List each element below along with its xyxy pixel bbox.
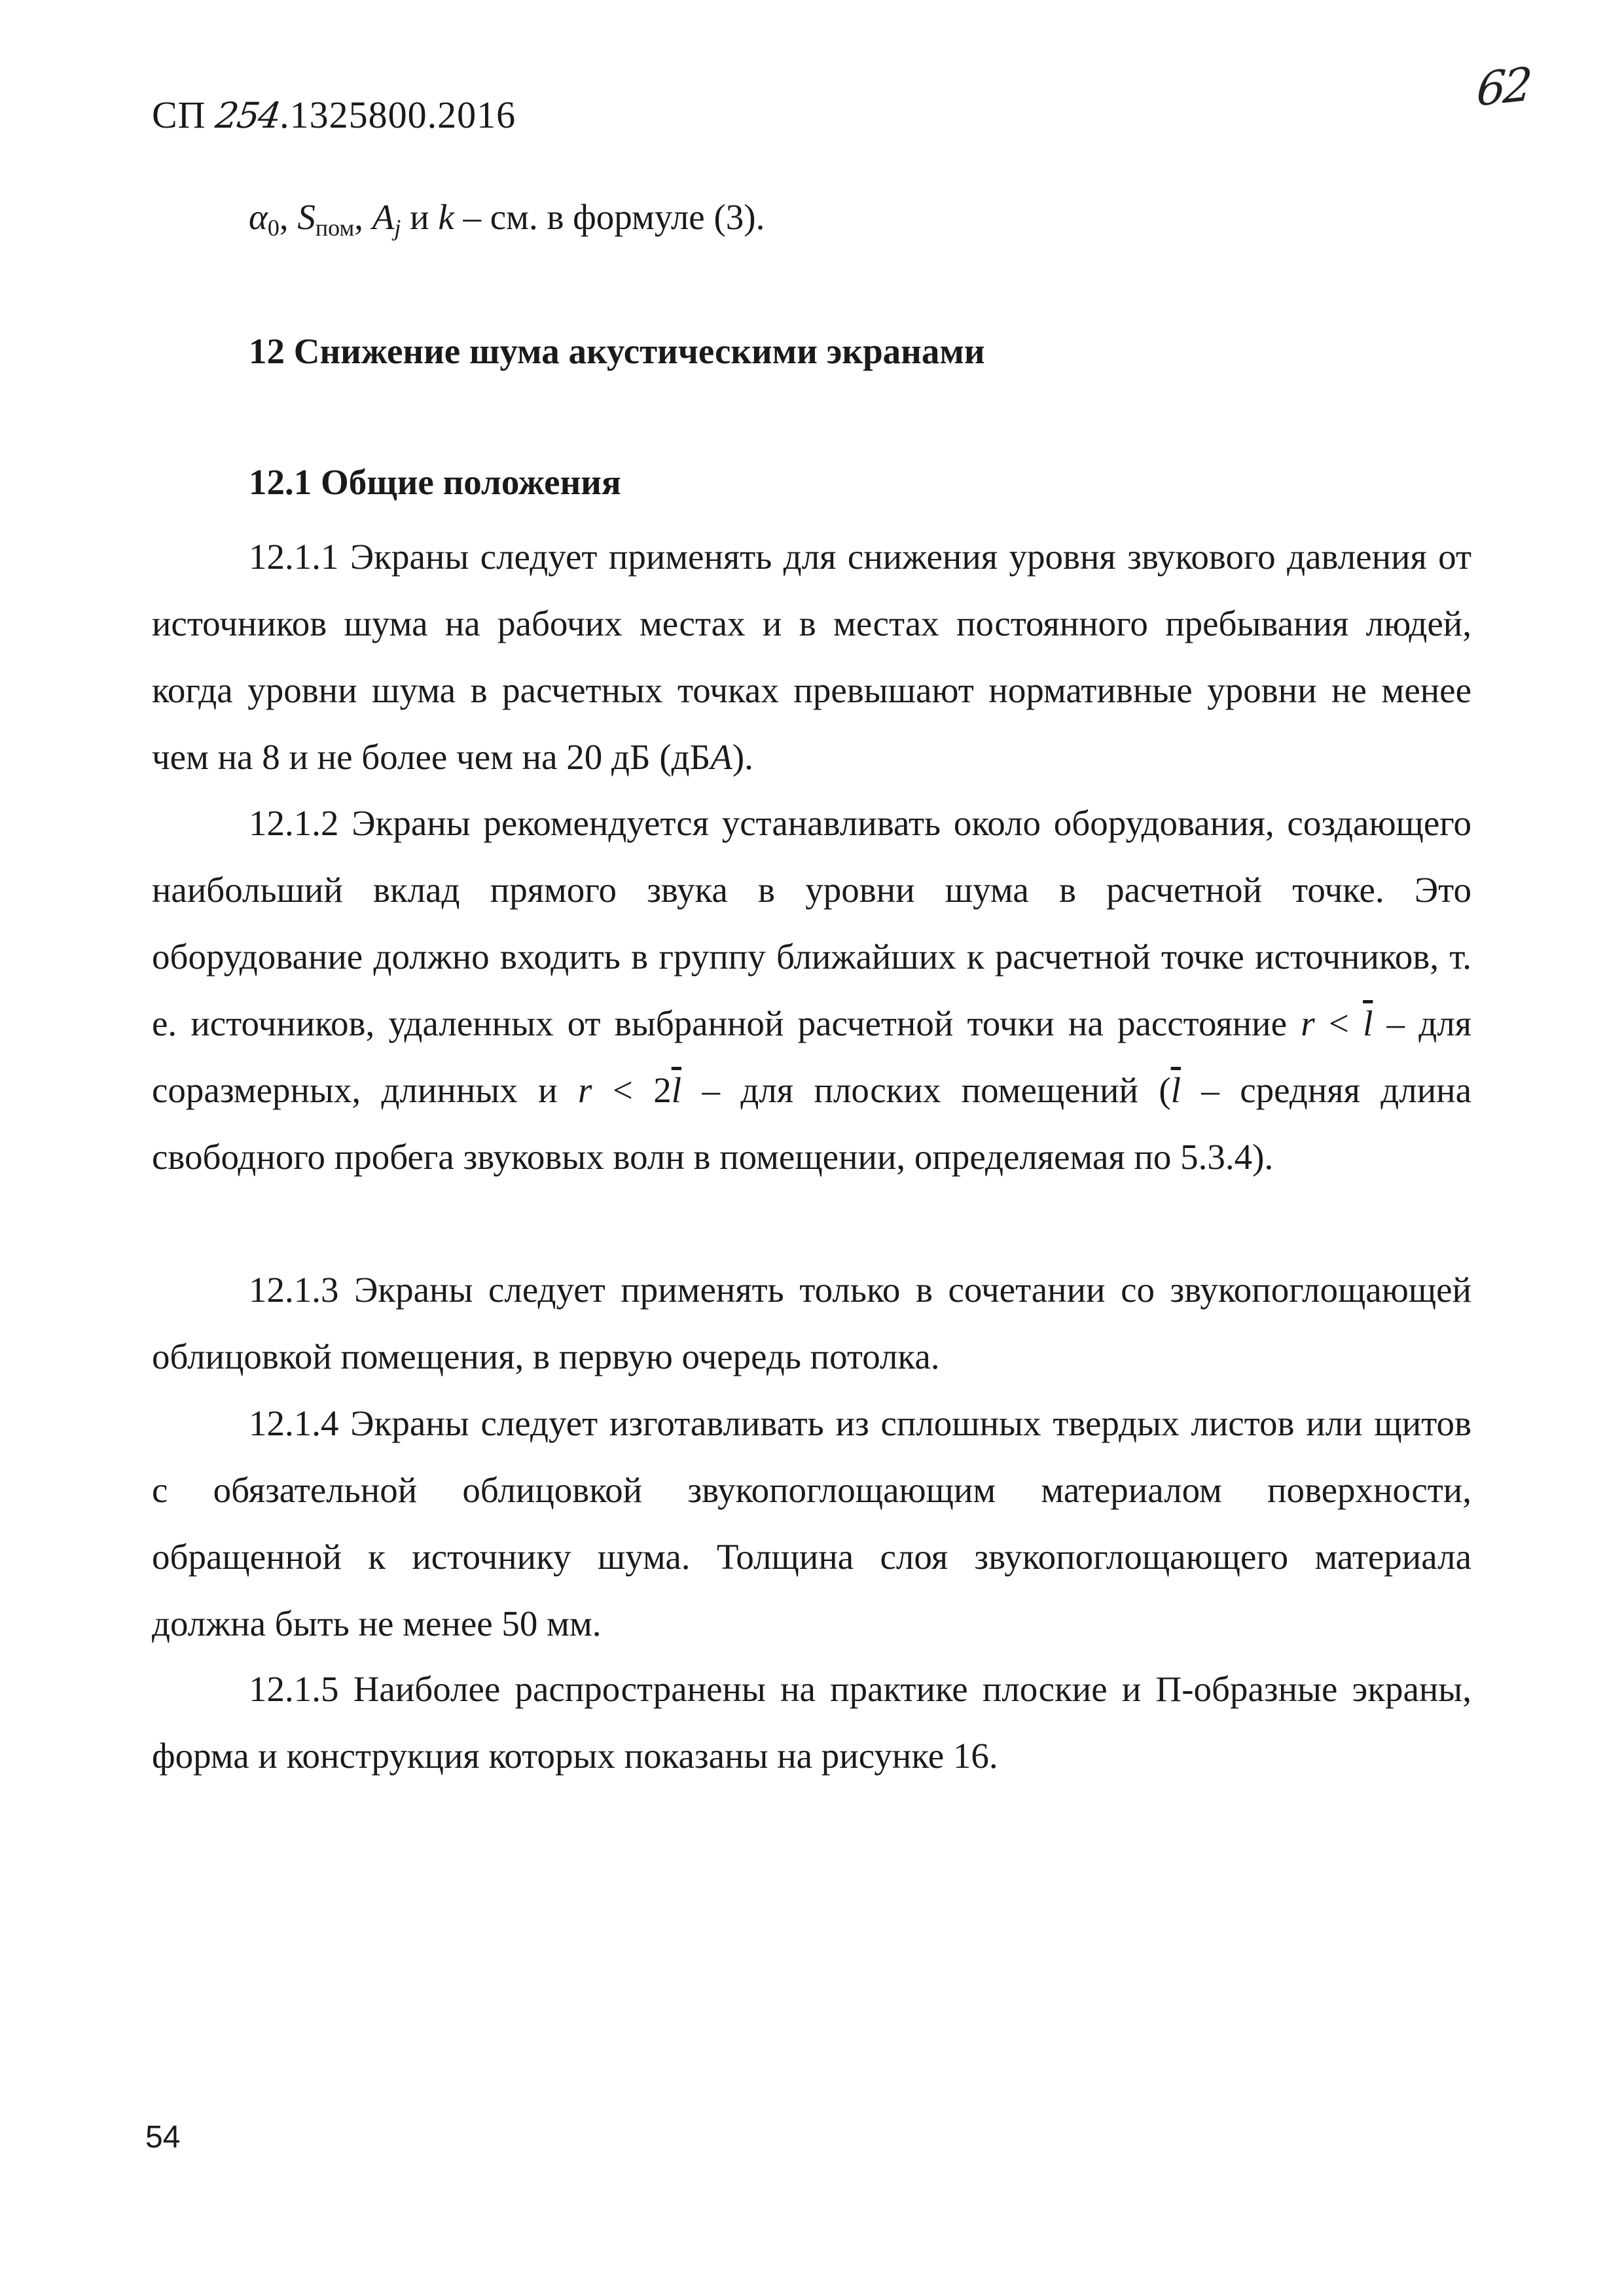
k-symbol: k	[438, 197, 454, 237]
variable-l-bar: $\overline{l}$	[1363, 1003, 1373, 1043]
subsection-title: 12.1 Общие положения	[249, 462, 621, 502]
paragraph-text: – средняя длина свободного пробега звуковых волн в помещении, определяемая по 5.3.4).	[152, 1070, 1472, 1177]
code-suffix: .1325800.2016	[280, 94, 516, 136]
code-prefix: СП	[152, 94, 217, 136]
s-subscript: пом	[315, 215, 355, 241]
variable-l-bar: $\overline{l}$	[671, 1070, 682, 1110]
formula-reference-text: – см. в формуле (3).	[454, 197, 765, 237]
alpha-subscript: 0	[267, 215, 280, 241]
unit-italic: А	[710, 737, 732, 777]
a-symbol: A	[372, 197, 395, 237]
separator: ,	[354, 197, 372, 237]
paragraph-text: 12.1.2 Экраны рекомендуется устанавливать около оборудования, создающего наибольший вклад прямого звука в уровни шума в расчетной точке. Это оборудование должно входить в группу ближайших к расчетной точке источников, т. е. источников, удаленных от выбранной расчетной точки на расстояние	[152, 803, 1471, 1043]
variable-r: r	[578, 1070, 592, 1110]
page-number: 54	[145, 2120, 181, 2155]
document-code	[152, 93, 516, 137]
formula-reference-line	[249, 196, 765, 242]
paragraph-12-1-2	[152, 790, 1471, 1191]
paragraph-12-1-3: 12.1.3 Экраны следует применять только в сочетании со звукопоглощающей облицовкой помещения, в первую очередь потолка.	[152, 1270, 1471, 1376]
separator: ,	[279, 197, 298, 237]
variable-r: r	[1301, 1003, 1315, 1043]
handwritten-code-number: 254	[213, 95, 283, 136]
paragraph-text: – для соразмерных, длинных и	[152, 1003, 1471, 1110]
alpha-symbol: α	[249, 197, 268, 237]
paragraph-12-1-1	[152, 524, 1471, 791]
less-than: <	[1314, 1003, 1363, 1043]
s-symbol: S	[297, 197, 316, 237]
section-title: 12 Снижение шума акустическими экранами	[249, 331, 985, 371]
less-than: < 2	[592, 1070, 672, 1110]
paragraph-text: 12.1.1 Экраны следует применять для снижения уровня звукового давления от источников шума на рабочих местах и в местах постоянного пребывания людей, когда уровни шума в расчетных точках превышают нормативные уровни не менее чем на 8 и не более чем на 20 дБ (дБ	[152, 537, 1471, 777]
handwritten-page-number: 62	[1475, 57, 1532, 117]
conjunction: и	[401, 197, 439, 237]
paragraph-end: ).	[732, 737, 753, 777]
paragraph-text: – для плоских помещений (	[681, 1070, 1171, 1110]
paragraph-12-1-5: 12.1.5 Наиболее распространены на практике плоские и П-образные экраны, форма и конструкция которых показаны на рисунке 16.	[152, 1669, 1471, 1776]
variable-l-bar: $\overline{l}$	[1170, 1070, 1181, 1110]
a-subscript: j	[394, 215, 401, 241]
paragraph-12-1-4: 12.1.4 Экраны следует изготавливать из сплошных твердых листов или щитов с обязательной облицовкой звукопоглощающим материалом поверхности, обращенной к источнику шума. Толщина слоя звукопоглощающего материала должна быть не менее 50 мм.	[152, 1403, 1471, 1643]
